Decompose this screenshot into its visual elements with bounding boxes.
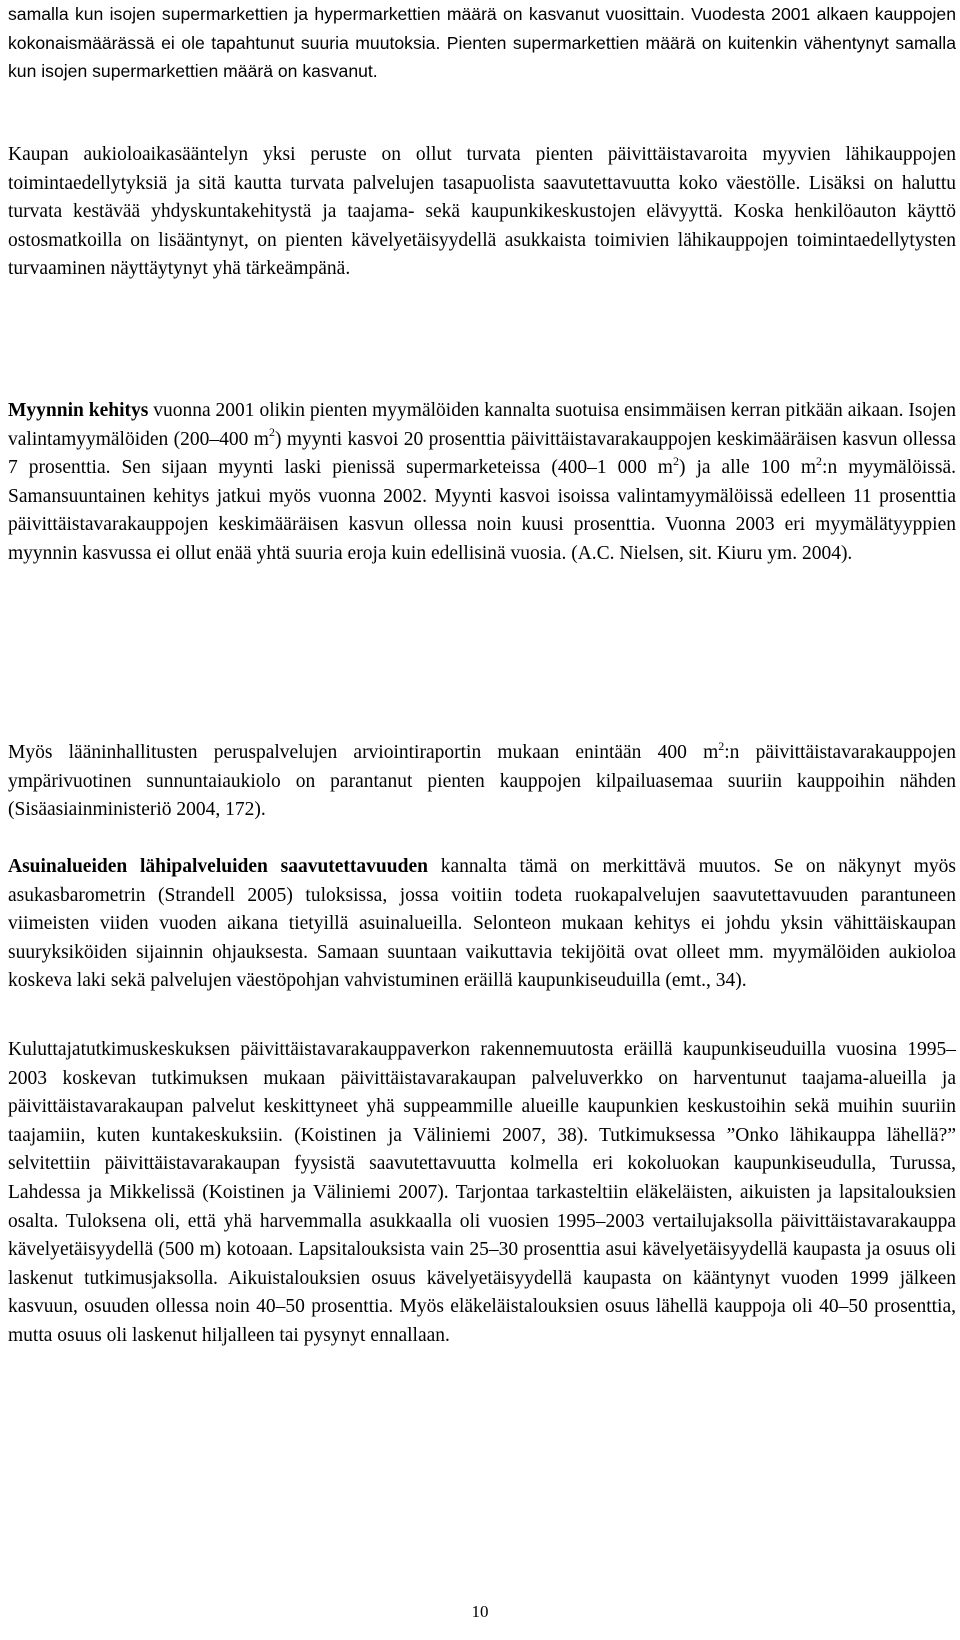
superscript: 2 xyxy=(718,738,725,753)
paragraph-text: Myös lääninhallitusten peruspalvelujen arviointiraportin mukaan enintään 400 m xyxy=(8,742,719,763)
paragraph-text: samalla kun isojen supermarkettien ja hypermarkettien määrä on kasvanut vuosittain. Vuodesta 2001 alkaen kauppojen kokonaismäärässä ei ole tapahtunut suuria muutoksia. Pienten supermarkettien määrä on kuitenkin vähentynyt samalla kun isojen supermarkettien määrä on kasvanut. xyxy=(8,4,956,82)
paragraph-text: :n myymälöissä. Samansuuntainen kehitys jatkui myös vuonna 2002. Myynti kasvoi isoissa valintamyymälöissä edelleen 11 prosenttia päivittäistavarakauppojen keskimääräisen kasvun ollessa noin kuusi prosenttia. Vuonna 2003 eri myymälätyyppien myynnin kasvussa ei ollut enää yhtä suuria eroja kuin edellisinä vuosia. (A.C. Nielsen, sit. Kiuru ym. 2004). xyxy=(8,457,956,564)
paragraph-text: ) myynti kasvoi 20 prosenttia päivittäistavarakauppojen keskimääräisen kasvun ollessa 7 prosenttia. Sen sijaan myynti laski pienissä supermarketeissa (400–1 000 m xyxy=(8,428,956,479)
paragraph-text: kannalta tämä on merkittävä muutos. Se on näkynyt myös asukasbarometrin (Strandell 2005) tuloksissa, jossa voitiin todeta ruokapalvelujen saavutettavuuden parantuneen viimeisten viiden vuoden aikana tietyillä asuinalueilla. Selonteon mukaan kehitys ei johdu yksin vähittäiskaupan suuryksiköiden sijainnin ohjauksesta. Samaan suuntaan vaikuttavia tekijöitä ovat olleet mm. myymälöiden aukioloa koskeva laki sekä palvelujen väestöpohjan vahvistuminen eräillä kaupunkiseuduilla (emt., 34). xyxy=(8,856,956,992)
superscript: 2 xyxy=(268,425,275,440)
paragraph-lead-heading: Myynnin kehitys xyxy=(8,400,149,421)
superscript: 2 xyxy=(816,453,823,468)
paragraph-local-services-accessibility xyxy=(8,853,956,996)
paragraph-opening-hours-regulation xyxy=(8,141,956,284)
paragraph-text: vuonna 2001 olikin pienten myymälöiden kannalta suotuisa ensimmäisen kerran pitkään aikaan. Isojen valintamyymälöiden (200–400 m xyxy=(8,400,957,450)
page-number: 10 xyxy=(471,1602,489,1621)
superscript: 2 xyxy=(672,453,679,468)
paragraph-consumer-research xyxy=(8,1036,956,1351)
paragraph-lead-heading: Asuinalueiden lähipalveluiden saavutettavuuden xyxy=(8,856,428,877)
paragraph-sales-development xyxy=(8,397,956,569)
paragraph-supermarket-counts xyxy=(8,0,956,86)
paragraph-text: Kaupan aukioloaikasääntelyn yksi peruste on ollut turvata pienten päivittäistavaroita myyvien lähikauppojen toimintaedellytyksiä ja sitä kautta turvata palvelujen tasapuolista saavutettavuutta koko väestölle. Lisäksi on haluttu turvata kestävää yhdyskuntakehitystä ja taajama- sekä kaupunkikeskustojen elävyyttä. Koska henkilöauton käyttö ostosmatkoilla on lisääntynyt, on pienten kävelyetäisyydellä asukkaista toimivien lähikauppojen toimintaedellytysten turvaaminen näyttäytynyt yhä tärkeämpänä. xyxy=(8,144,956,280)
paragraph-text: ) ja alle 100 m xyxy=(678,457,817,479)
paragraph-text: :n päivittäistavarakauppojen ympärivuotinen sunnuntaiaukiolo on parantanut pienten kauppojen kilpailuasemaa suuriin kauppoihin nähden (Sisäasiainministeriö 2004, 172). xyxy=(8,742,956,821)
paragraph-provincial-report xyxy=(8,739,956,825)
paragraph-text: Kuluttajatutkimuskeskuksen päivittäistavarakauppaverkon rakennemuutosta eräillä kaupunkiseuduilla vuosina 1995–2003 koskevan tutkimuksen mukaan päivittäistavarakaupan palveluverkko on harventunut taajama-alueilla ja päivittäistavarakaupan palvelut keskittyneet yhä suppeammille alueille kaupunkien keskustoihin sekä muihin suuriin taajamiin, kuten kuntakeskuksiin. (Koistinen ja Väliniemi 2007, 38). Tutkimuksessa ”Onko lähikauppa lähellä?” selvitettiin päivittäistavarakaupan fyysistä saavutettavuutta kolmella eri kokoluokan kaupunkiseudulla, Turussa, Lahdessa ja Mikkelissä (Koistinen ja Väliniemi 2007). Tarjontaa tarkasteltiin eläkeläisten, aikuisten ja lapsitalouksien osalta. Tuloksena oli, että yhä harvemmalla asukkaalla oli vuosien 1995–2003 vertailujaksolla päivittäistavarakauppa kävelyetäisyydellä (500 m) kotoaan. Lapsitalouksista vain 25–30 prosenttia asui kävelyetäisyydellä kaupasta ja osuus oli laskenut tutkimusjaksolla. Aikuistalouksien osuus kävelyetäisyydellä kaupasta on kääntynyt vuoden 1999 jälkeen kasvuun, osuuden ollessa noin 40–50 prosenttia. Myös eläkeläistalouksien osuus lähellä kauppoja oli 40–50 prosenttia, mutta osuus oli laskenut hiljalleen tai pysynyt ennallaan. xyxy=(8,1039,956,1346)
